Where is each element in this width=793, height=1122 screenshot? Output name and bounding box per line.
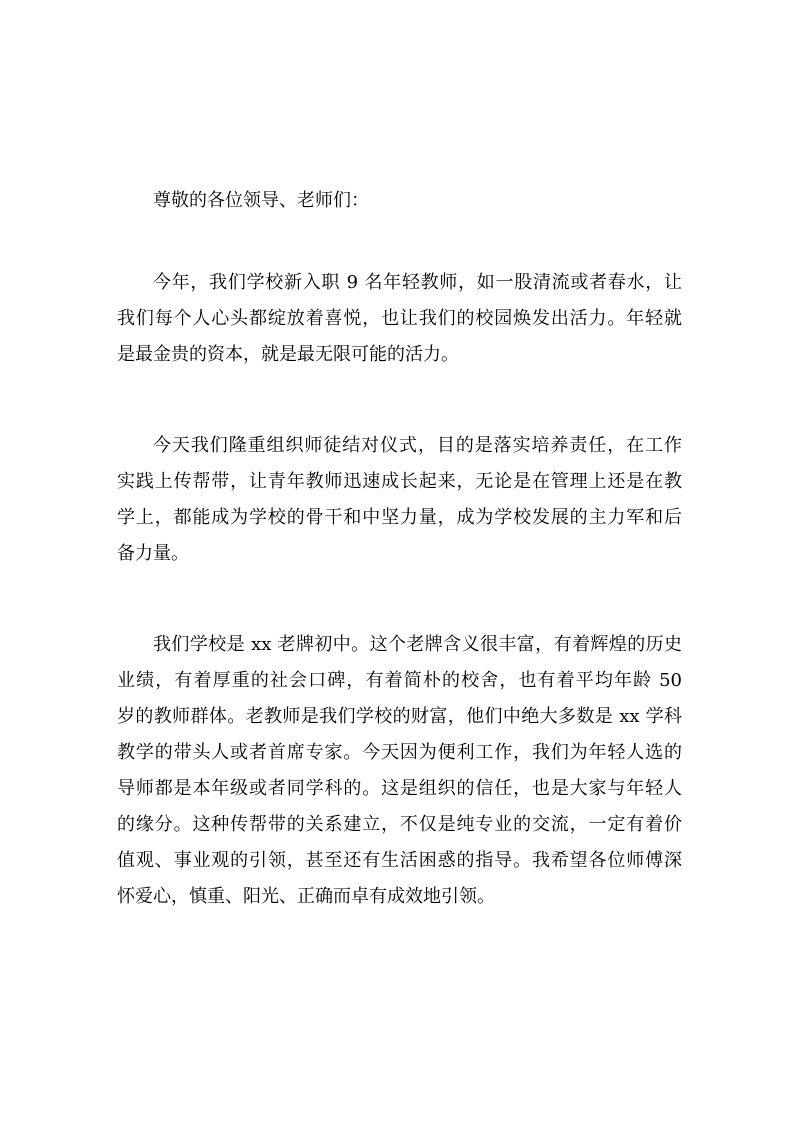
paragraph-line: 业绩，有着厚重的社会口碑，有着简朴的校舍，也有着平均年龄 50	[117, 670, 682, 691]
paragraph-line: 我们每个人心头都绽放着喜悦，也让我们的校园焕发出活力。年轻就	[117, 308, 682, 329]
paragraph-line: 值观、事业观的引领，甚至还有生活困惑的指导。我希望各位师傅深	[117, 850, 682, 871]
paragraph-line: 的缘分。这种传帮带的关系建立，不仅是纯专业的交流，一定有着价	[117, 814, 682, 835]
paragraph-line: 我们学校是 xx 老牌初中。这个老牌含义很丰富，有着辉煌的历史	[153, 634, 682, 655]
paragraph-line: 今天我们隆重组织师徒结对仪式，目的是落实培养责任，在工作	[153, 435, 682, 456]
paragraph-line: 学上，都能成为学校的骨干和中坚力量，成为学校发展的主力军和后	[117, 507, 682, 528]
paragraph-line: 教学的带头人或者首席专家。今天因为便利工作，我们为年轻人选的	[117, 742, 682, 763]
paragraph-line: 导师都是本年级或者同学科的。这是组织的信任，也是大家与年轻人	[117, 778, 682, 799]
paragraph-1	[117, 265, 682, 373]
paragraph-line: 今年，我们学校新入职 9 名年轻教师，如一股清流或者春水，让	[153, 272, 682, 293]
salutation-line: 尊敬的各位领导、老师们：	[153, 190, 369, 211]
paragraph-line: 岁的教师群体。老教师是我们学校的财富，他们中绝大多数是 xx 学科	[117, 706, 682, 727]
paragraph-line: 实践上传帮带，让青年教师迅速成长起来，无论是在管理上还是在教	[117, 471, 682, 492]
paragraph-2	[117, 428, 682, 572]
salutation	[117, 183, 682, 219]
paragraph-3	[117, 627, 682, 915]
paragraph-line: 怀爱心，慎重、阳光、正确而卓有成效地引领。	[117, 886, 495, 907]
paragraph-line: 是最金贵的资本，就是最无限可能的活力。	[117, 344, 459, 365]
paragraph-line: 备力量。	[117, 543, 189, 564]
